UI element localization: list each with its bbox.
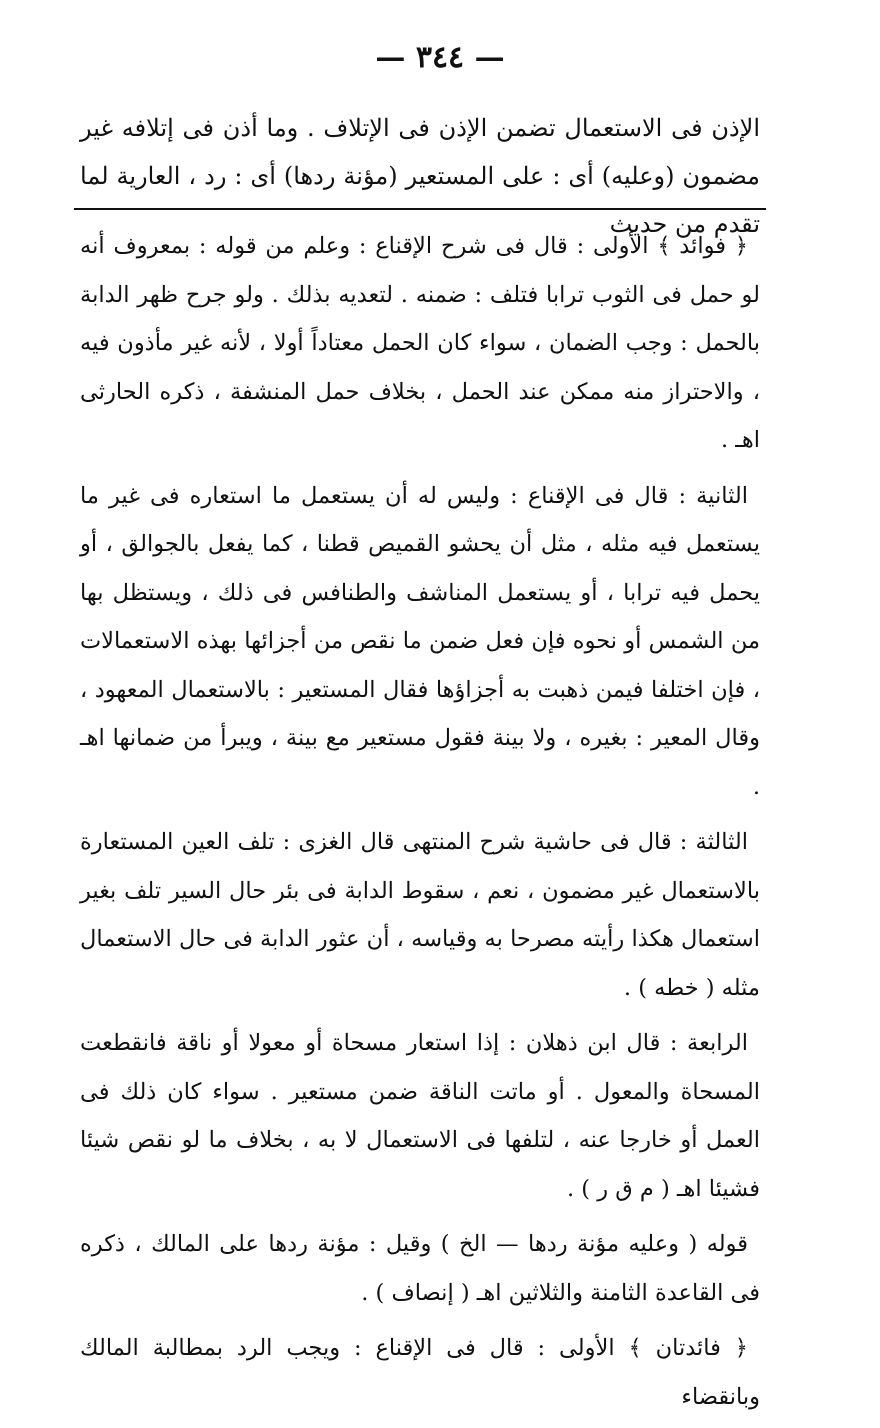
- footnote-third: الثالثة : قال فى حاشية شرح المنتهى قال الغزى : تلف العين المستعارة بالاستعمال غير مضمون ، نعم ، سقوط الدابة فى بئر حال السير تلف بغير استعمال هكذا رأيته مصرحا به وقياسه ، أن عثور الدابة فى حال الاستعمال مثله ( خطه ) .: [80, 829, 760, 1001]
- footnote-fawaid-first: ﴿ فوائد ﴾ الأولى : قال فى شرح الإقناع : وعلم من قوله : بمعروف أنه لو حمل فى الثوب ترابا فتلف : ضمنه . لتعديه بذلك . ولو جرح ظهر الدابة بالحمل : وجب الضمان ، سواء كان الحمل معتاداً أولا ، لأنه غير مأذون فيه ، والاحتراز منه ممكن عند الحمل ، بخلاف حمل المنشفة ، ذكره الحارثى اهـ .: [80, 233, 760, 453]
- footnote-faidatan: ﴿ فائدتان ﴾ الأولى : قال فى الإقناع : ويجب الرد بمطالبة المالك وبانقضاء: [80, 1335, 760, 1410]
- footnote-separator: [74, 208, 766, 210]
- footnotes: [80, 222, 760, 1428]
- main-paragraph: الإذن فى الاستعمال تضمن الإذن فى الإتلاف . وما أذن فى إتلافه غير مضمون (وعليه) أى : على المستعير (مؤنة ردها) أى : رد ، العارية لما تقدم من حديث: [80, 114, 760, 238]
- page-number: — ٣٤٤ —: [375, 40, 505, 75]
- footnote-commentary: قوله ( وعليه مؤنة ردها — الخ ) وقيل : مؤنة ردها على المالك ، ذكره فى القاعدة الثامنة والثلاثين اهـ ( إنصاف ) .: [80, 1231, 760, 1306]
- footnote-fourth: الرابعة : قال ابن ذهلان : إذا استعار مسحاة أو معولا أو ناقة فانقطعت المسحاة والمعول . أو ماتت الناقة ضمن مستعير . سواء كان ذلك فى العمل أو خارجا عنه ، لتلفها فى الاستعمال لا به ، بخلاف ما لو نقص شيئا فشيئا اهـ ( م ق ر ) .: [80, 1030, 760, 1202]
- footnote-second: الثانية : قال فى الإقناع : وليس له أن يستعمل ما استعاره فى غير ما يستعمل فيه مثله ، مثل أن يحشو القميص قطنا ، كما يفعل بالجوالق ، أو يحمل فيه ترابا ، أو يستعمل المناشف والطنافس فى ذلك ، ويستظل بها من الشمس أو نحوه فإن فعل ضمن ما نقص من أجزائها بهذه الاستعمالات ، فإن اختلفا فيمن ذهبت به أجزاؤها فقال المستعير : بالاستعمال المعهود ، وقال المعير : بغيره ، ولا بينة فقول مستعير مع بينة ، ويبرأ من ضمانها اهـ .: [80, 482, 760, 800]
